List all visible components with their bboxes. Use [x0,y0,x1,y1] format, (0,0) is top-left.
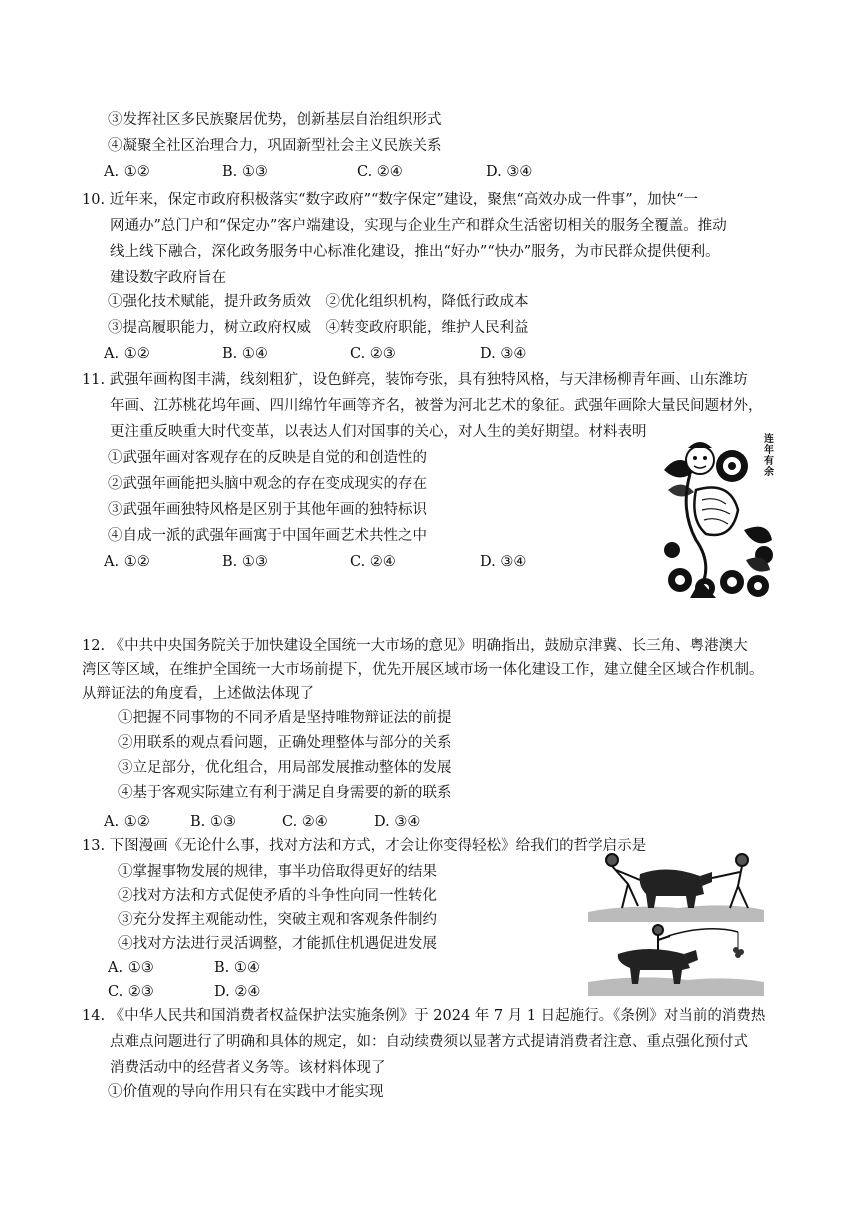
q11-option-1: ①武强年画对客观存在的反映是自觉的和创造性的 [108,450,427,466]
q11-option-3: ③武强年画独特风格是区别于其他年画的独特标识 [108,502,427,518]
cartoon-illustration [588,850,764,996]
q13-option-3: ③充分发挥主观能动性，突破主观和客观条件制约 [118,912,437,928]
q10-choice-c[interactable]: C. ②③ [350,346,396,362]
q10-options-3-4: ③提高履职能力，树立政府权威 ④转变政府职能，维护人民利益 [108,320,529,336]
nianhua-illustration [660,430,778,600]
q13-option-1: ①掌握事物发展的规律，事半功倍取得更好的结果 [118,864,437,880]
q11-stem-line-2: 年画、江苏桃花坞年画、四川绵竹年画等齐名，被誉为河北艺术的象征。武强年画除大量民间题材外， [110,398,763,414]
q10-stem-line-3: 线上线下融合，深化政务服务中心标准化建设，推出“好办”“快办”服务，为市民群众提供便利。 [110,244,720,260]
q13-option-2: ②找对方法和方式促使矛盾的斗争性向同一性转化 [118,888,437,904]
q12-choice-c[interactable]: C. ②④ [282,814,328,830]
q12-choice-d[interactable]: D. ③④ [374,814,421,830]
q13-stem: 13. 下图漫画《无论什么事，找对方法和方式，才会让你变得轻松》给我们的哲学启示是 [82,838,647,854]
q12-stem-line-1: 12. 《中共中央国务院关于加快建设全国统一大市场的意见》明确指出，鼓励京津冀、长三角、粤港澳大 [82,638,748,654]
q9-choice-a[interactable]: A. ①② [104,164,150,180]
q9-option-3: ③发挥社区多民族聚居优势，创新基层自治组织形式 [108,112,442,128]
q12-choice-b[interactable]: B. ①③ [190,814,236,830]
q14-stem-line-1: 14. 《中华人民共和国消费者权益保护法实施条例》于 2024 年 7 月 1 日起施行。《条例》对当前的消费热 [82,1008,766,1024]
q11-stem-line-1: 11. 武强年画构图丰满，线刻粗犷，设色鲜亮，装饰夸张，具有独特风格，与天津杨柳青年画、山东潍坊 [82,372,748,388]
q10-choice-b[interactable]: B. ①④ [222,346,268,362]
q9-choice-c[interactable]: C. ②④ [357,164,403,180]
q12-choice-a[interactable]: A. ①② [104,814,150,830]
q9-choice-d[interactable]: D. ③④ [486,164,533,180]
q9-option-4: ④凝聚全社区治理合力，巩固新型社会主义民族关系 [108,138,442,154]
q11-stem-line-3: 更注重反映重大时代变革，以表达人们对国事的关心，对人生的美好期望。材料表明 [110,424,647,440]
q10-stem-line-1: 10. 近年来，保定市政府积极落实“数字政府”“数字保定”建设，聚焦“高效办成一件事”，加快“一 [82,192,699,208]
q14-option-1: ①价值观的导向作用只有在实践中才能实现 [108,1084,384,1100]
q12-option-3: ③立足部分，优化组合，用局部发展推动整体的发展 [118,760,452,776]
q11-choice-c[interactable]: C. ②④ [350,554,396,570]
q10-choice-d[interactable]: D. ③④ [480,346,527,362]
q9-choice-b[interactable]: B. ①③ [222,164,268,180]
q13-option-4: ④找对方法进行灵活调整，才能抓住机遇促进发展 [118,936,437,952]
q10-stem-line-2: 网通办”总门户和“保定办”客户端建设，实现与企业生产和群众生活密切相关的服务全覆盖。推动 [110,218,727,234]
q11-choice-b[interactable]: B. ①③ [222,554,268,570]
q12-option-1: ①把握不同事物的不同矛盾是坚持唯物辩证法的前提 [118,710,452,726]
q13-choice-a[interactable]: A. ①③ [108,960,154,976]
q12-option-4: ④基于客观实际建立有利于满足自身需要的新的联系 [118,785,452,801]
q13-choice-d[interactable]: D. ②④ [214,984,261,1000]
q11-option-4: ④自成一派的武强年画寓于中国年画艺术共性之中 [108,528,427,544]
q11-choice-a[interactable]: A. ①② [104,554,150,570]
q13-choice-c[interactable]: C. ②③ [108,984,154,1000]
q12-stem-line-2: 湾区等区域，在维护全国统一大市场前提下，优先开展区域市场一体化建设工作，建立健全区域合作机制。 [82,662,764,678]
q10-stem-line-4: 建设数字政府旨在 [110,270,226,286]
q14-stem-line-2: 点难点问题进行了明确和具体的规定，如：自动续费须以显著方式提请消费者注意、重点强化预付式 [110,1034,748,1050]
nianhua-caption: 连年有余 [764,434,774,478]
q11-choice-d[interactable]: D. ③④ [480,554,527,570]
q12-stem-line-3: 从辩证法的角度看，上述做法体现了 [82,686,314,702]
q12-option-2: ②用联系的观点看问题，正确处理整体与部分的关系 [118,735,452,751]
q14-stem-line-3: 消费活动中的经营者义务等。该材料体现了 [110,1060,386,1076]
q10-options-1-2: ①强化技术赋能，提升政务质效 ②优化组织机构，降低行政成本 [108,294,529,310]
q13-choice-b[interactable]: B. ①④ [214,960,260,976]
q10-choice-a[interactable]: A. ①② [104,346,150,362]
q11-option-2: ②武强年画能把头脑中观念的存在变成现实的存在 [108,476,427,492]
